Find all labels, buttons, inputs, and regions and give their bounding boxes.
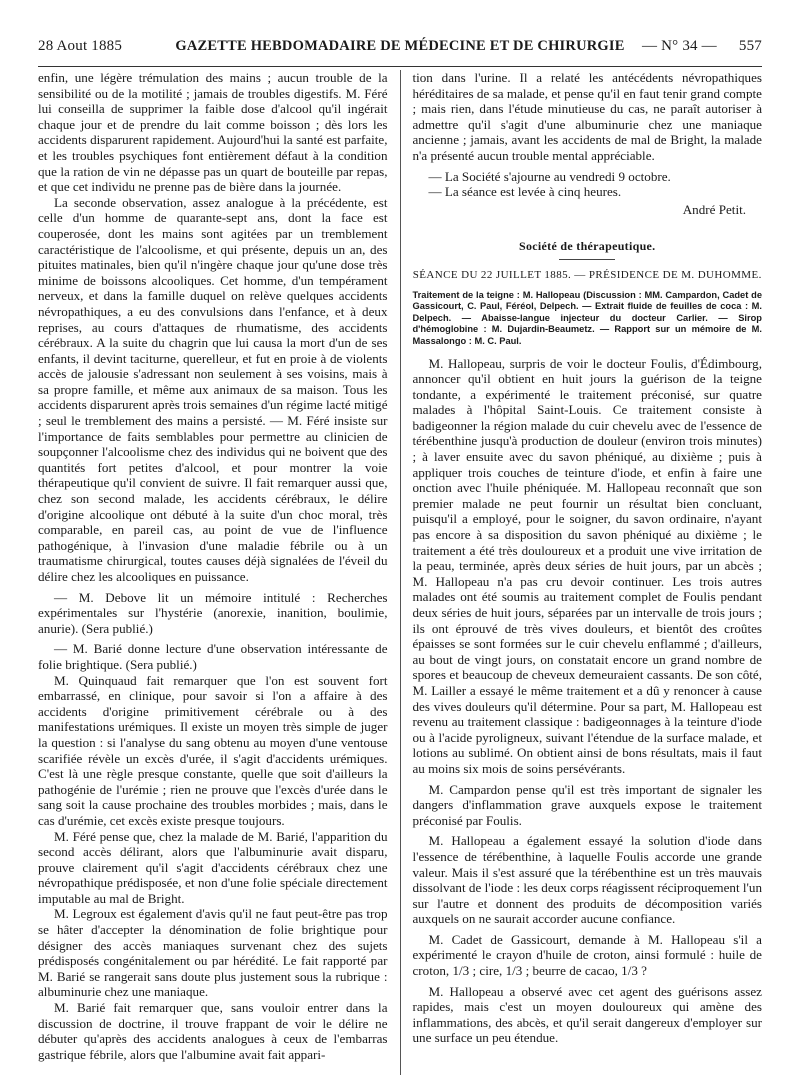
- paragraph: M. Hallopeau, surpris de voir le docteur Foulis, d'Édimbourg, annoncer qu'il obtient en huit jours la guérison de la teigne tondante, a expérimenté le traitement préconisé, sur quatre malades à l'hôpital Saint-Louis. Ce traitement consiste à badigeonner la région malade du cuir chevelu avec de l'essence de térébenthine jusqu'à production de douleur (environ trois minutes) ; à laver ensuite avec du savon phéniqué, au dixième ; puis à appliquer trois couches de teinture d'iode, et enfin à faire une onction avec l'huile phéniquée. M. Hallopeau reconnaît que son premier malade ne peut fournir un résultat bien concluant, puisqu'il a employé, pour le soigner, du savon ordinaire, n'ayant pas encore à sa disposition du savon phéniqué au dixième ; le traitement a été très douloureux et a produit une vive irritation de la peau, terminée, après deux séries de huit jours, par un abcès ; M. Hallopeau n'a pas cru devoir continuer. Les trois autres malades ont été soumis au traitement complet de Foulis pendant deux séries de huit jours, séparées par un intervalle de trois jours ; ils ont éprouvé de très vives douleurs, et bientôt des croûtes épaisses se sont formées sur le cuir chevelu enflammé ; d'ailleurs, au bout de vingt jours, on constatait encore un grand nombre de spores et beaucoup de cheveux demeuraient cassants. De son côté, M. Lailler a essayé le même traitement et a dû y renoncer à cause des vives douleurs qu'il détermine. Pour sa part, M. Hallopeau est revenu au traitement classique : badigeonnages à la teinture d'iode ou à l'acide pyroligneux, suivant l'étendue de la surface malade, et lotions au sublimé. On obtient ainsi de bons résultats, mais il faut au moins six mois de soins persévérants.: [412, 355, 762, 776]
- paragraph: — M. Barié donne lecture d'une observation intéressante de folie brightique. (Sera publié.): [38, 641, 388, 672]
- issue-label: — N° 34 —: [642, 38, 717, 54]
- header-date: 28 Aout 1885: [38, 38, 123, 54]
- paragraph: M. Campardon pense qu'il est très important de signaler les dangers d'inflammation grave auxquels expose le traitement préconisé par Foulis.: [412, 781, 762, 828]
- left-column: [38, 70, 388, 1075]
- paragraph: M. Legroux est également d'avis qu'il ne faut peut-être pas trop se hâter d'accepter la dénomination de folie brightique pour désigner des accès maniaques survenant chez des sujets prédisposés congénitalement ou par hérédité. Le fait rapporté par M. Barié se rangerait sans doute plus justement sous la rubrique : albuminurie chez une maniaque.: [38, 906, 388, 1000]
- paragraph: M. Cadet de Gassicourt, demande à M. Hallopeau s'il a expérimenté le crayon d'huile de croton, ainsi formulé : huile de croton, 1/3 ; cire, 1/3 ; beurre de cacao, 1/3 ?: [412, 931, 762, 979]
- running-header: [38, 38, 762, 60]
- paragraph: — La séance est levée à cinq heures.: [428, 184, 622, 200]
- paragraph: tion dans l'urine. Il a relaté les antécédents névropathiques héréditaires de sa malade, et pense qu'il en faut tenir grand compte ; mais rien, dans l'étude minutieuse du cas, ne paraît autoriser à admettre qu'il s'agit d'une albuminurie chez une maniaque ancienne ; jamais, avant les accidents de mal de Bright, la malade n'a présenté aucun trouble mental appréciable.: [412, 70, 762, 163]
- header-rule: [38, 66, 762, 67]
- paragraph: M. Barié fait remarquer que, sans vouloir entrer dans la discussion de doctrine, il trouve frappant de voir le délire ne débuter qu'après des accidents analogues à ceux de l'embarras gastrique fébrile, alors que l'albumine avait fait appari-: [38, 1000, 388, 1062]
- column-divider: [400, 70, 401, 1075]
- paragraph: M. Féré pense que, chez la malade de M. Barié, l'apparition du second accès délirant, alors que l'albuminurie avait disparu, prouve clairement qu'il s'agit d'accidents cérébraux chez une névropathique prédisposée, et non d'une folie spéciale directement imputable au mal de Bright.: [38, 828, 388, 906]
- signature: André Petit.: [682, 201, 746, 217]
- section-rule: [559, 259, 615, 260]
- paragraph: M. Hallopeau a observé avec cet agent des guérisons assez rapides, mais c'est un moyen douloureux qui amène des inflammations, des abcès, et qu'il serait dangereux d'employer sur une surface un peu étendue.: [412, 983, 762, 1046]
- section-title: Société de thérapeutique.: [519, 239, 656, 254]
- paragraph: — La Société s'ajourne au vendredi 9 octobre.: [428, 168, 671, 184]
- session-heading: SÉANCE DU 22 JUILLET 1885. — PRÉSIDENCE DE M. DUHOMME.: [412, 268, 762, 281]
- paragraph: M. Quinquaud fait remarquer que l'on est souvent fort embarrassé, en clinique, pour savoir si l'on a affaire à des accidents d'origine primitivement cérébrale ou à des manifestations urémiques. Il existe un moyen très simple de juger la question : si l'analyse du sang obtenu au moyen d'une ventouse scarifiée révèle un excès d'urée, il s'agit d'accidents urémiques. C'est là une règle presque constante, quelle que soit d'ailleurs la pathogénie de l'urémie ; rien ne prouve que l'excès d'urée dans le sang soit la cause prochaine des troubles morbides ; mais, dans le cas d'urémie, cet excès existe presque toujours.: [38, 672, 388, 828]
- journal-title: GAZETTE HEBDOMADAIRE DE MÉDECINE ET DE CHIRURGIE: [175, 38, 625, 54]
- page-number: 557: [738, 38, 762, 54]
- issue-number: [642, 38, 762, 55]
- paragraph: La seconde observation, assez analogue à la précédente, est celle d'un homme de quarante-sept ans, dont la face est couperosée, dont les mains sont agitées par un tremblement caractéristique de l'alcoolisme, et qui présente, depuis un an, des pituites matinales, bien qu'il n'ingère chaque jour qu'une dose très minime de boissons alcooliques. Cet homme, d'un tempérament nerveux, et dans la famille duquel on relève quelques accidents névropathiques, a eu des convulsions dans l'enfance, et à deux reprises, au cours d'attaques de rhumatisme, des accidents cérébraux. A la suite du chagrin que lui causa la mort d'un de ses enfants, il devint taciturne, querelleur, et fut en proie à de violents accès de jalousie s'adressant non seulement à ses voisins, mais à sa propre famille, et même aux animaux de sa maison. Tous les accidents disparurent après trois semaines d'un régime lacté mitigé ; seul le tremblement des mains a persisté. — M. Féré insiste sur l'importance de faits semblables pour permettre au clinicien de soupçonner l'alcoolisme chez des individus qui ne boivent que des quantités fort petites d'alcool, et pour montrer la voie thérapeutique qu'il convient de suivre. Il fait remarquer aussi que, chez son second malade, les accidents cérébraux, le délire d'origine alcoolique ont débuté à la suite d'un choc moral, très comparable, en pareil cas, au point de vue de l'influence pathogénique, à l'invasion d'une maladie fébrile ou à un traumatisme chirurgical, toutes causes déjà signalées de l'éveil du délire chez les alcooliques en puissance.: [38, 194, 388, 584]
- paragraph: — M. Debove lit un mémoire intitulé : Recherches expérimentales sur l'hystérie (anorexie, inanition, boulimie, anurie). (Sera publié.): [38, 589, 388, 636]
- right-column: [412, 70, 762, 1075]
- paragraph: enfin, une légère trémulation des mains ; aucun trouble de la sensibilité ou de la motilité ; jamais de troubles digestifs. M. Féré lui conseilla de supprimer la faible dose d'alcool qu'il ingérait chaque jour et de prendre du lait comme boisson ; dès lors les accidents disparurent rapidement. Aujourd'hui la santé est parfaite, et les troubles psychiques font entièrement défaut à la condition que la ration de vin ne dépasse pas un quart de bouteille par repas, et que cet individu ne prenne pas de bière dans la journée.: [38, 70, 388, 195]
- two-column-body: [38, 70, 762, 1075]
- paragraph: M. Hallopeau a également essayé la solution d'iode dans l'essence de térébenthine, à laquelle Foulis accorde une grande valeur. Mais il s'est assuré que la térébenthine est un très mauvais dissolvant de l'iode : les deux corps réagissent réciproquement l'un sur l'autre et donnent des produits de décomposition variés auxquels on ne saurait accorder aucune confiance.: [412, 833, 762, 927]
- session-agenda: Traitement de la teigne : M. Hallopeau (Discussion : MM. Campardon, Cadet de Gassicourt, C. Paul, Féréol, Delpech. — Extrait fluide de feuilles de coca : M. Delpech. — Abaisse-langue injecteur du docteur Carlier. — Sirop d'hémoglobine : M. Dujardin-Beaumetz. — Rapport sur un mémoire de M. Massalongo : M. C. Paul.: [412, 289, 762, 346]
